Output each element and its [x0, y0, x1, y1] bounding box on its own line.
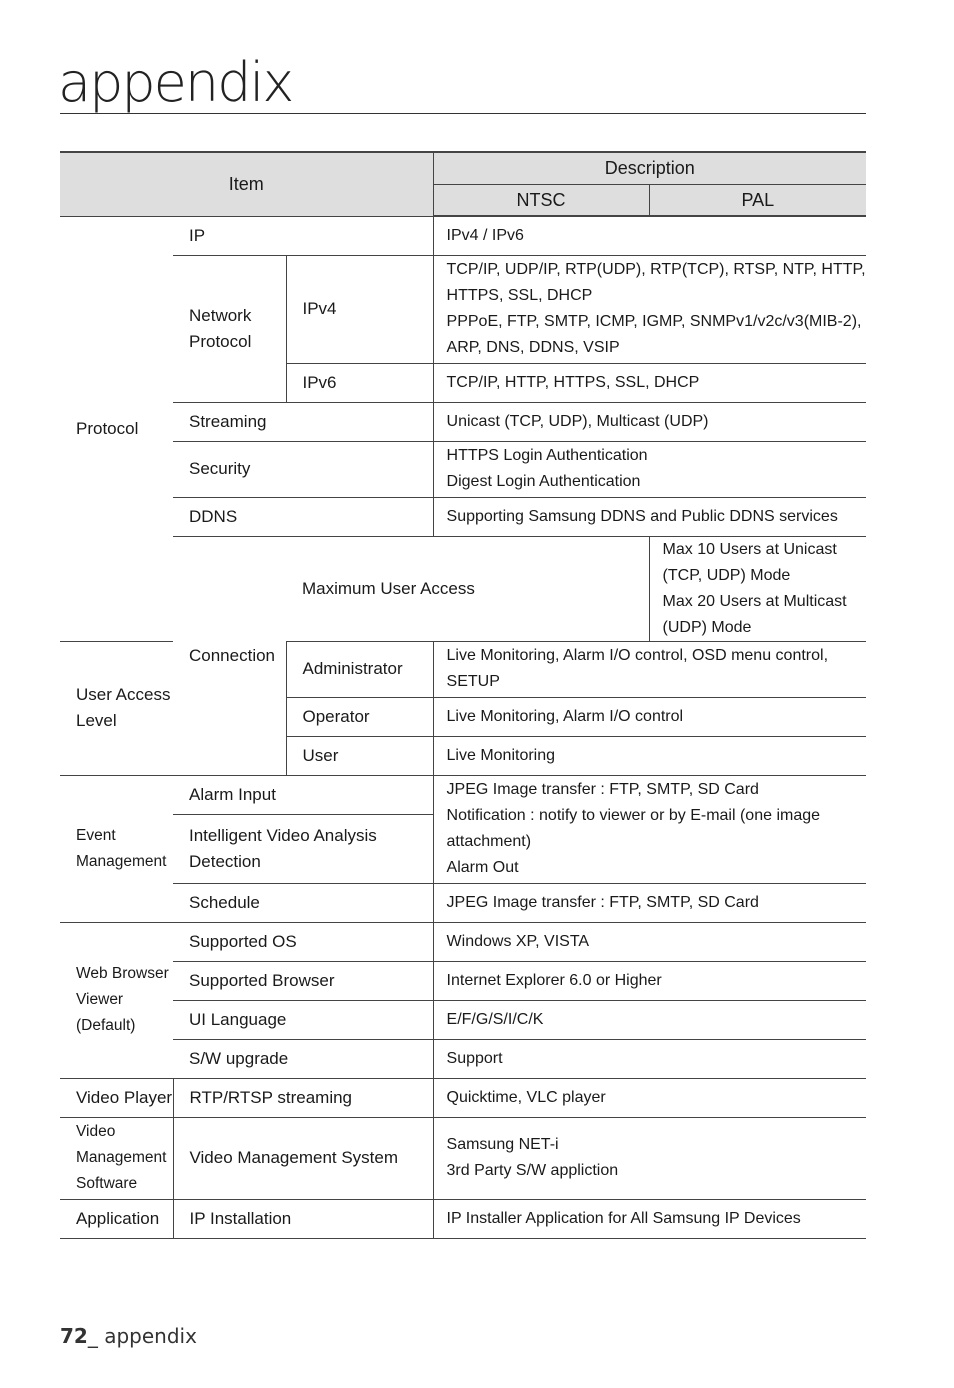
- item-ip-installation: IP Installation: [173, 1199, 433, 1238]
- network-protocol-line-2: Protocol: [189, 331, 252, 351]
- user-access-level-line-1: User Access: [76, 685, 171, 704]
- desc-application: IP Installer Application for All Samsung IP Devices: [433, 1199, 866, 1238]
- item-max-user-access: Maximum User Access: [286, 536, 649, 641]
- desc-ipv4-line-1: TCP/IP, UDP/IP, RTP(UDP), RTP(TCP), RTSP, NTP, HTTP,: [446, 261, 866, 278]
- iva-line-2: Detection: [189, 851, 261, 871]
- page-title: appendix: [58, 51, 293, 114]
- item-network-protocol: [173, 255, 286, 402]
- desc-alarm: [433, 775, 866, 883]
- item-streaming: Streaming: [173, 402, 433, 441]
- header-ntsc: NTSC: [433, 184, 649, 216]
- item-ip: IP: [173, 216, 433, 255]
- group-connection: Connection: [173, 536, 286, 775]
- group-event-management: [60, 775, 173, 922]
- desc-sw-upgrade: Support: [433, 1039, 866, 1078]
- desc-operator: Live Monitoring, Alarm I/O control: [433, 697, 866, 736]
- desc-alarm-line-3: attachment): [446, 833, 532, 850]
- item-sw-upgrade: S/W upgrade: [173, 1039, 433, 1078]
- desc-ipv4-line-2: HTTPS, SSL, DHCP: [446, 287, 593, 304]
- desc-ipv4: [433, 255, 866, 363]
- item-supported-browser: Supported Browser: [173, 961, 433, 1000]
- desc-vms-line-2: 3rd Party S/W appliction: [446, 1162, 619, 1179]
- desc-ui-language: E/F/G/S/I/C/K: [433, 1000, 866, 1039]
- desc-security-line-2: Digest Login Authentication: [446, 473, 641, 490]
- vms-group-line-3: Software: [76, 1175, 138, 1192]
- group-protocol: Protocol: [60, 216, 173, 641]
- item-user-access-level: [60, 641, 173, 775]
- item-video-management-system: Video Management System: [173, 1117, 433, 1199]
- desc-max-user-access: [649, 536, 866, 641]
- desc-video-player: Quicktime, VLC player: [433, 1078, 866, 1117]
- title-divider: [60, 113, 866, 114]
- desc-vms-line-1: Samsung NET-i: [446, 1136, 559, 1153]
- desc-administrator: [433, 641, 866, 697]
- desc-ipv4-line-4: ARP, DNS, DDNS, VSIP: [446, 339, 620, 356]
- page-number: 72: [60, 1324, 88, 1348]
- web-group-line-1: Web Browser: [76, 965, 169, 982]
- desc-supported-browser: Internet Explorer 6.0 or Higher: [433, 961, 866, 1000]
- item-iva-detection: [173, 814, 433, 883]
- item-operator: Operator: [286, 697, 433, 736]
- desc-streaming: Unicast (TCP, UDP), Multicast (UDP): [433, 402, 866, 441]
- desc-security: [433, 441, 866, 497]
- web-group-line-2: Viewer: [76, 991, 124, 1008]
- desc-max-user-line-1: Max 10 Users at Unicast (TCP, UDP) Mode: [662, 540, 837, 584]
- desc-security-line-1: HTTPS Login Authentication: [446, 447, 648, 464]
- spec-table: [60, 151, 866, 1239]
- group-video-player: Video Player: [60, 1078, 173, 1117]
- header-description: Description: [433, 152, 866, 184]
- item-rtp-rtsp-streaming: RTP/RTSP streaming: [173, 1078, 433, 1117]
- desc-alarm-line-4: Alarm Out: [446, 859, 519, 876]
- user-access-level-line-2: Level: [76, 711, 117, 730]
- event-group-line-1: Event: [76, 826, 116, 844]
- desc-schedule: JPEG Image transfer : FTP, SMTP, SD Card: [433, 883, 866, 922]
- network-protocol-line-1: Network: [189, 305, 252, 325]
- header-pal: PAL: [649, 184, 866, 216]
- item-ddns: DDNS: [173, 497, 433, 536]
- item-user: User: [286, 736, 433, 775]
- group-web-browser-viewer: [60, 922, 173, 1078]
- item-alarm-input: Alarm Input: [173, 775, 433, 814]
- group-application: Application: [60, 1199, 173, 1238]
- item-security: Security: [173, 441, 433, 497]
- desc-supported-os: Windows XP, VISTA: [433, 922, 866, 961]
- desc-alarm-line-1: JPEG Image transfer : FTP, SMTP, SD Card: [446, 781, 759, 798]
- desc-alarm-line-2: Notification : notify to viewer or by E-mail (one image: [446, 807, 821, 824]
- item-supported-os: Supported OS: [173, 922, 433, 961]
- item-ipv6: IPv6: [286, 363, 433, 402]
- vms-group-line-2: Management: [76, 1149, 167, 1166]
- desc-ipv6: TCP/IP, HTTP, HTTPS, SSL, DHCP: [433, 363, 866, 402]
- footer-label: _ appendix: [87, 1324, 197, 1348]
- iva-line-1: Intelligent Video Analysis: [189, 825, 377, 845]
- desc-max-user-line-2: Max 20 Users at Multicast (UDP) Mode: [662, 592, 847, 636]
- desc-ip: IPv4 / IPv6: [433, 216, 866, 255]
- web-group-line-3: (Default): [76, 1017, 136, 1034]
- item-ipv4: IPv4: [286, 255, 433, 363]
- event-group-line-2: Management: [76, 852, 167, 870]
- desc-ddns: Supporting Samsung DDNS and Public DDNS services: [433, 497, 866, 536]
- item-administrator: Administrator: [286, 641, 433, 697]
- vms-group-line-1: Video: [76, 1123, 116, 1140]
- item-schedule: Schedule: [173, 883, 433, 922]
- group-video-management-software: [60, 1117, 173, 1199]
- desc-administrator-line-2: SETUP: [446, 673, 500, 690]
- desc-ipv4-line-3: PPPoE, FTP, SMTP, ICMP, IGMP, SNMPv1/v2c/v3(MIB-2),: [446, 313, 862, 330]
- header-item: Item: [60, 152, 433, 216]
- page-footer: [60, 1324, 197, 1348]
- item-ui-language: UI Language: [173, 1000, 433, 1039]
- desc-administrator-line-1: Live Monitoring, Alarm I/O control, OSD menu control,: [446, 647, 829, 664]
- desc-vms: [433, 1117, 866, 1199]
- desc-user: Live Monitoring: [433, 736, 866, 775]
